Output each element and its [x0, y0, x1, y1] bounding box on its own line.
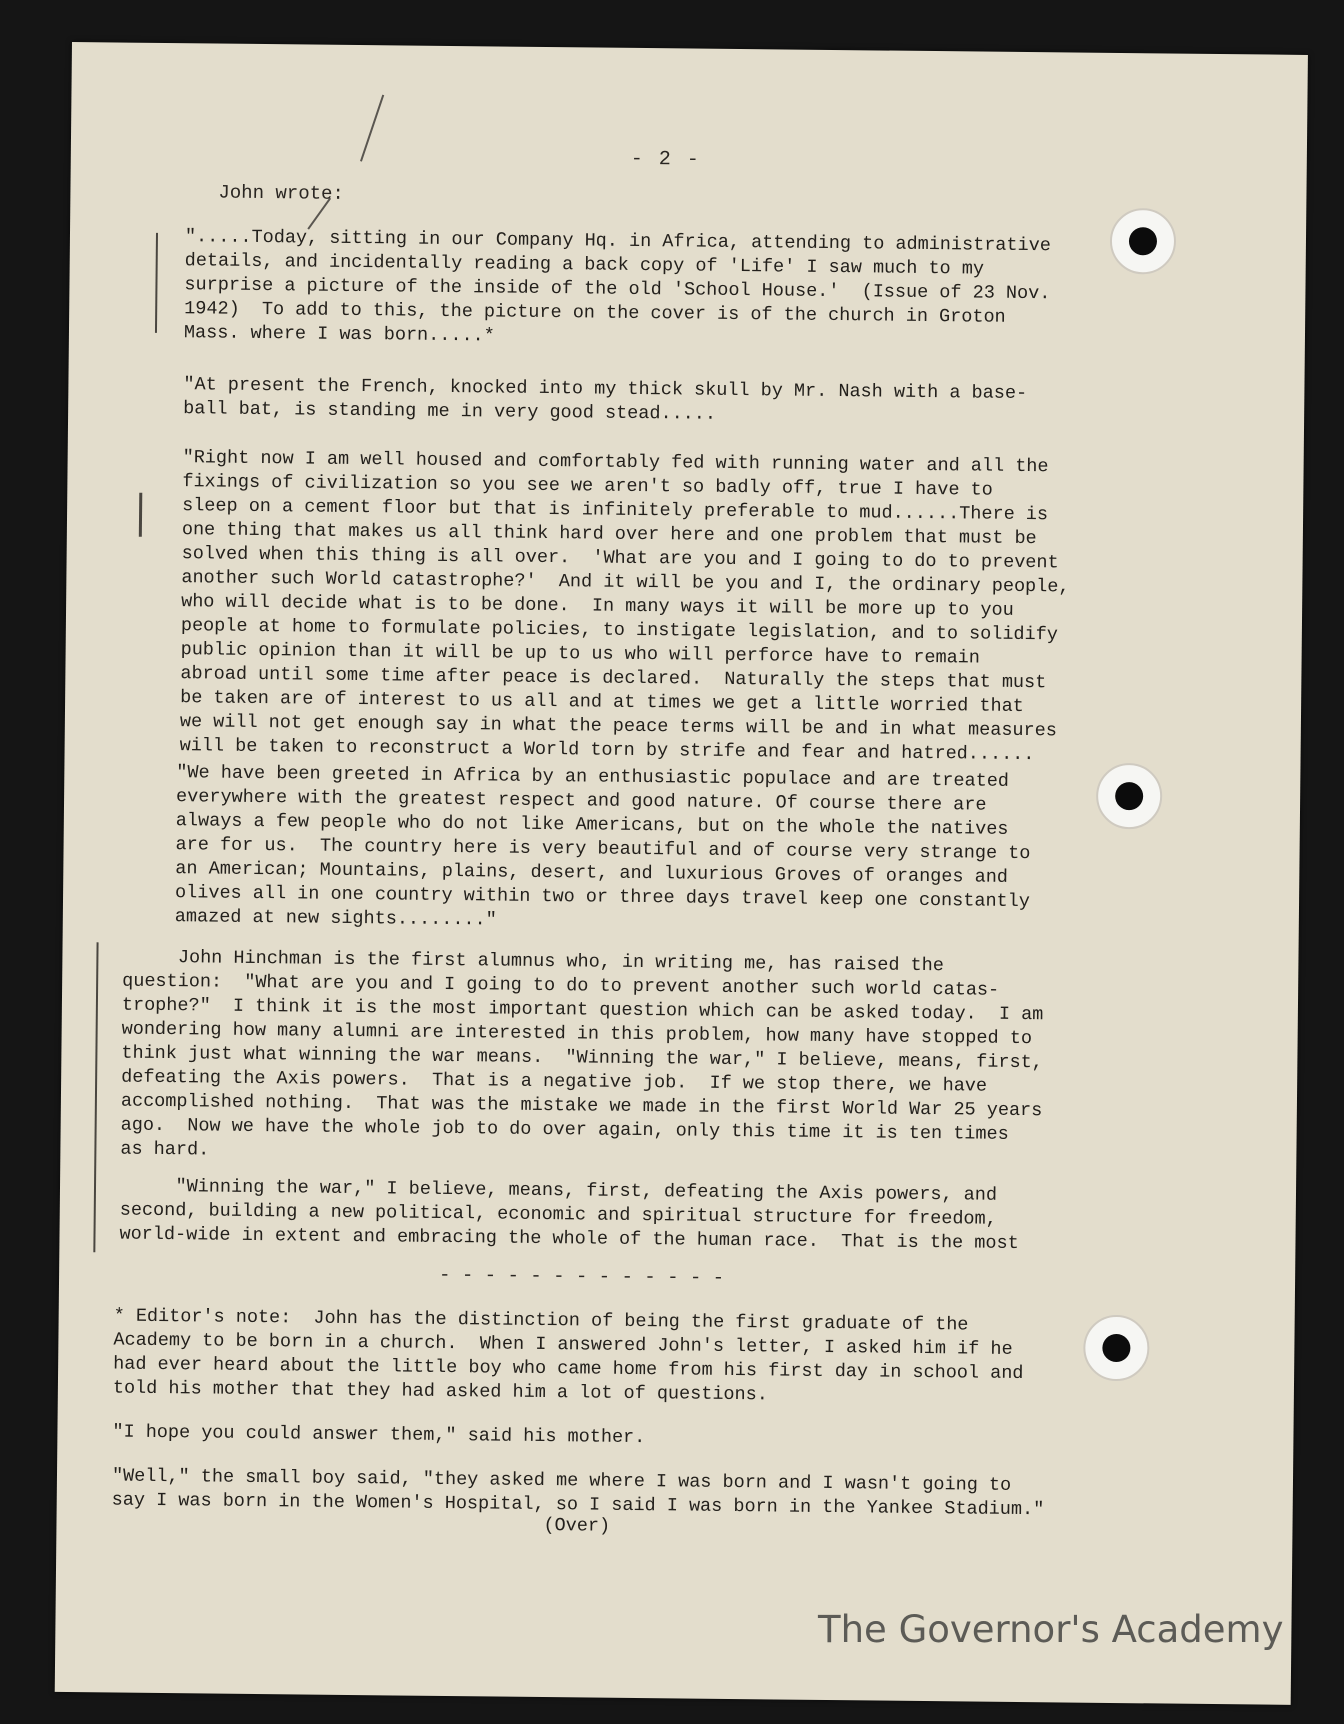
editor-footnote: * Editor's note: John has the distinction of being the first graduate of the Academy to be born in a church. When I answered John's letter, I asked him if he had ever heard about the little boy who came home from his first day in school and told his mother that they had asked him a lot of questions. [112, 1305, 1024, 1406]
letter-page [55, 42, 1308, 1705]
letter-paragraph: "Right now I am well housed and comfortably fed with running water and all the fixings of civilization so you see we aren't so badly off, true I have to sleep on a cement floor but that is infinitely preferable to mud......There is one thing that makes us all think hard over here and one problem that must be solved when this thing is all over. 'What are you and I going to do to prevent another such World catastrophe?' And it will be you and I, the ordinary people, who will decide what is to be done. In many ways it will be more up to you people at home to formulate policies, to instigate legislation, and to solidify public opinion than it will be up to us who will perforce have to remain abroad until some time after peace is declared. Naturally the steps that must be taken are of interest to us all and at times we get a little worried that we will not get enough say in what the peace terms will be and in what measures will be taken to reconstruct a World torn by strife and fear and hatred...... [179, 447, 1070, 766]
letter-paragraph: "At present the French, knocked into my thick skull by Mr. Nash with a base- ball bat, is standing me in very good stead..... [183, 374, 1028, 425]
letter-paragraph: "We have been greeted in Africa by an enthusiastic populace and are treated everywhere with the greatest respect and good nature. Of course there are always a few people who do not like Americans, but on the whole the natives are for us. The country here is very beautiful and of course very strange to an American; Mountains, plains, desert, and luxurious Groves of oranges and olives all in one country within two or three days travel keep one constantly amazed at new sights........" [174, 762, 1031, 931]
punch-hole-middle [1096, 763, 1163, 830]
pencil-mark [360, 95, 384, 162]
continuation-note: (Over) [543, 1515, 611, 1537]
punch-hole-top [1110, 208, 1177, 275]
anecdote-line: "Well," the small boy said, "they asked me where I was born and I wasn't going to say I was born in the Women's Hospital, so I said I was born in the Yankee Stadium." [111, 1465, 1045, 1521]
section-separator: - - - - - - - - - - - - - [438, 1263, 725, 1289]
salutation: John wrote: [218, 181, 344, 205]
editor-paragraph: John Hinchman is the first alumnus who, in writing me, has raised the question: "What are you and I going to do to prevent another such world catas- trophe?" I think it is the most important question which can be asked today. I am wondering how many alumni are interested in this problem, how many have stopped to think just what winning the war means. "Winning the war," I believe, means, first, defeating the Axis powers. That is a negative job. If we stop there, we have accomplished nothing. That was the mistake we made in the first World War 25 years ago. Now we have the whole job to do over again, only this time it is ten times as hard. [120, 946, 1044, 1161]
page-number: - 2 - [630, 147, 701, 172]
margin-mark [139, 493, 142, 537]
margin-mark [93, 942, 98, 1252]
watermark: The Governor's Academy [818, 1608, 1284, 1651]
punch-hole-bottom [1083, 1315, 1150, 1382]
editor-paragraph: "Winning the war," I believe, means, first, defeating the Axis powers, and second, building a new political, economic and spiritual structure for freedom, world-wide in extent and embracing the whole of the human race. That is the most [119, 1175, 1019, 1254]
letter-paragraph: ".....Today, sitting in our Company Hq. in Africa, attending to administrative details, and incidentally reading a back copy of 'Life' I saw much to my surprise a picture of the inside of the old 'School House.' (Issue of 23 Nov. 1942) To add to this, the picture on the cover is of the church in Groton Mass. where I was born.....* [183, 226, 1051, 347]
anecdote-line: "I hope you could answer them," said his mother. [112, 1421, 646, 1449]
margin-mark [155, 233, 158, 333]
